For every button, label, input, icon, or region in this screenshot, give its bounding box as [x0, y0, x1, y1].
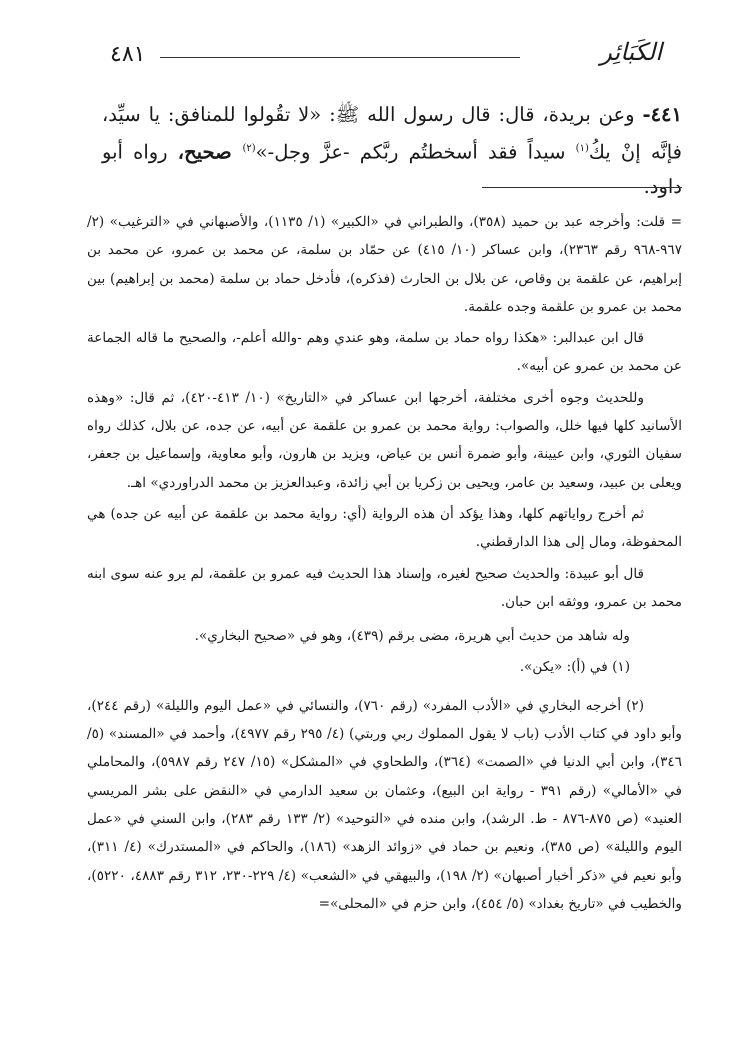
note-paragraph: قال ابن عبدالبر: «هكذا رواه حماد بن سلمة، وهو عندي وهم -والله أعلم-، والصحيح ما قاله الجماعة عن محمد بن عمرو عن أبيه».: [87, 330, 682, 375]
footnote-separator: [482, 187, 682, 188]
running-title: الكَبَائِر: [600, 38, 662, 66]
hadith-ending: رواه أبو داود.: [102, 140, 682, 198]
footnote-1: (١) في (أ): «يكن».: [519, 659, 630, 676]
hadith-grade: صحيح،: [177, 140, 243, 164]
note-paragraph: = قلت: وأخرجه عبد بن حميد (٣٥٨)، والطبراني في «الكبير» (١/ ١١٣٥)، والأصبهاني في «الترغيب» (٢/ ٩٦٧-٩٦٨ رقم ٢٣٦٣)، وابن عساكر (١٠/ ٤١٥) عن حمّاد بن سلمة، عن محمد بن عمرو، عن محمد بن إبراهيم، عن علقمة بن وقاص، عن بلال بن الحارث (فذكره)، فأدخل حماد بن سلمة (محمد بن إبراهيم) بين محمد بن عمرو بن علقمة وجده علقمة.: [87, 214, 682, 315]
note-paragraph: وللحديث وجوه أخرى مختلفة، أخرجها ابن عساكر في «التاريخ» (١٠/ ٤١٣-٤٢٠)، ثم قال: «وهذه الأسانيد كلها فيها خلل، والصواب: رواية محمد بن عمرو بن علقمة عن أبيه، عن جده، عن بلال، كذلك رواه سفيان الثوري، وابن عيينة، وأبو ضمرة أنس بن عياض، ويزيد بن هارون، وأبو معاوية، وإسماعيل بن جعفر، ويعلى بن عبيد، وسعيد بن عامر، ويحيى بن زكريا بن أبي زائدة، وعبدالعزيز بن محمد الدراوردي» اهـ.: [87, 389, 682, 491]
page-header: [110, 38, 670, 82]
header-rule: [160, 57, 520, 58]
footnote-ref-2[interactable]: (٢): [242, 143, 256, 154]
footnotes: [87, 208, 682, 921]
hadith-number: ٤٤١-: [642, 103, 682, 126]
page-number: ٤٨١: [110, 42, 146, 67]
hadith-text-part1: وعن بريدة، قال: قال رسول الله ﷺ: «لا تقُولوا للمنافق: يا سيِّد، فإنَّه إنْ يكُ: [102, 103, 682, 164]
note-paragraph: قال أبو عبيدة: والحديث صحيح لغيره، وإسناد هذا الحديث فيه عمرو بن علقمة، لم يرو عنه سوى ابنه محمد بن عمرو، ووثقه ابن حبان.: [87, 565, 682, 610]
note-paragraph: وله شاهد من حديث أبي هريرة، مضى برقم (٤٣٩)، وهو في «صحيح البخاري».: [194, 628, 630, 645]
footnote-ref-1[interactable]: (١): [575, 143, 589, 154]
footnote-2: (٢) أخرجه البخاري في «الأدب المفرد» (رقم ٧٦٠)، والنسائي في «عمل اليوم والليلة» (رقم ٢٤٤)، وأبو داود في كتاب الأدب (باب لا يقول المملوك ربي وربتي) (٤/ ٢٩٥ رقم ٤٩٧٧)، وأحمد في «المسند» (٥/ ٣٤٦)، وابن أبي الدنيا في «الصمت» (٣٦٤)، والطحاوي في «المشكل» (١٥/ ٢٤٧ رقم ٥٩٨٧)، والمحاملي في «الأمالي» (رقم ٣٩١ - رواية ابن البيع)، وعثمان بن سعيد الدارمي في «النقض على بشر المريسي العنيد» (ص ٨٧٥-٨٧٦ - ط. الرشد)، وابن منده في «التوحيد» (٢/ ١٣٣ رقم ٢٨٣)، وابن السني في «عمل اليوم والليلة» (ص ٣٨٥)، ونعيم بن حماد في «زوائد الزهد» (١٨٦)، والحاكم في «المستدرك» (٤/ ٣١١)، وأبو نعيم في «ذكر أخبار أصبهان» (٢/ ١٩٨)، والبيهقي في «الشعب» (٤/ ٢٢٩-٢٣٠، ٣١٢ رقم ٤٨٨٣، ٥٢٢٠)، والخطيب في «تاريخ بغداد» (٥/ ٤٥٤)، وابن حزم في «المحلى»=: [87, 697, 682, 912]
note-paragraph: ثم أخرج رواياتهم كلها، وهذا يؤكد أن هذه الرواية (أي: رواية محمد بن علقمة عن أبيه عن جده) هي المحفوظة، ومال إلى هذا الدارقطني.: [87, 505, 682, 551]
hadith-text-part2: سيداً فقد أسخطتُم ربَّكم -عزَّ وجل-»: [255, 140, 576, 164]
